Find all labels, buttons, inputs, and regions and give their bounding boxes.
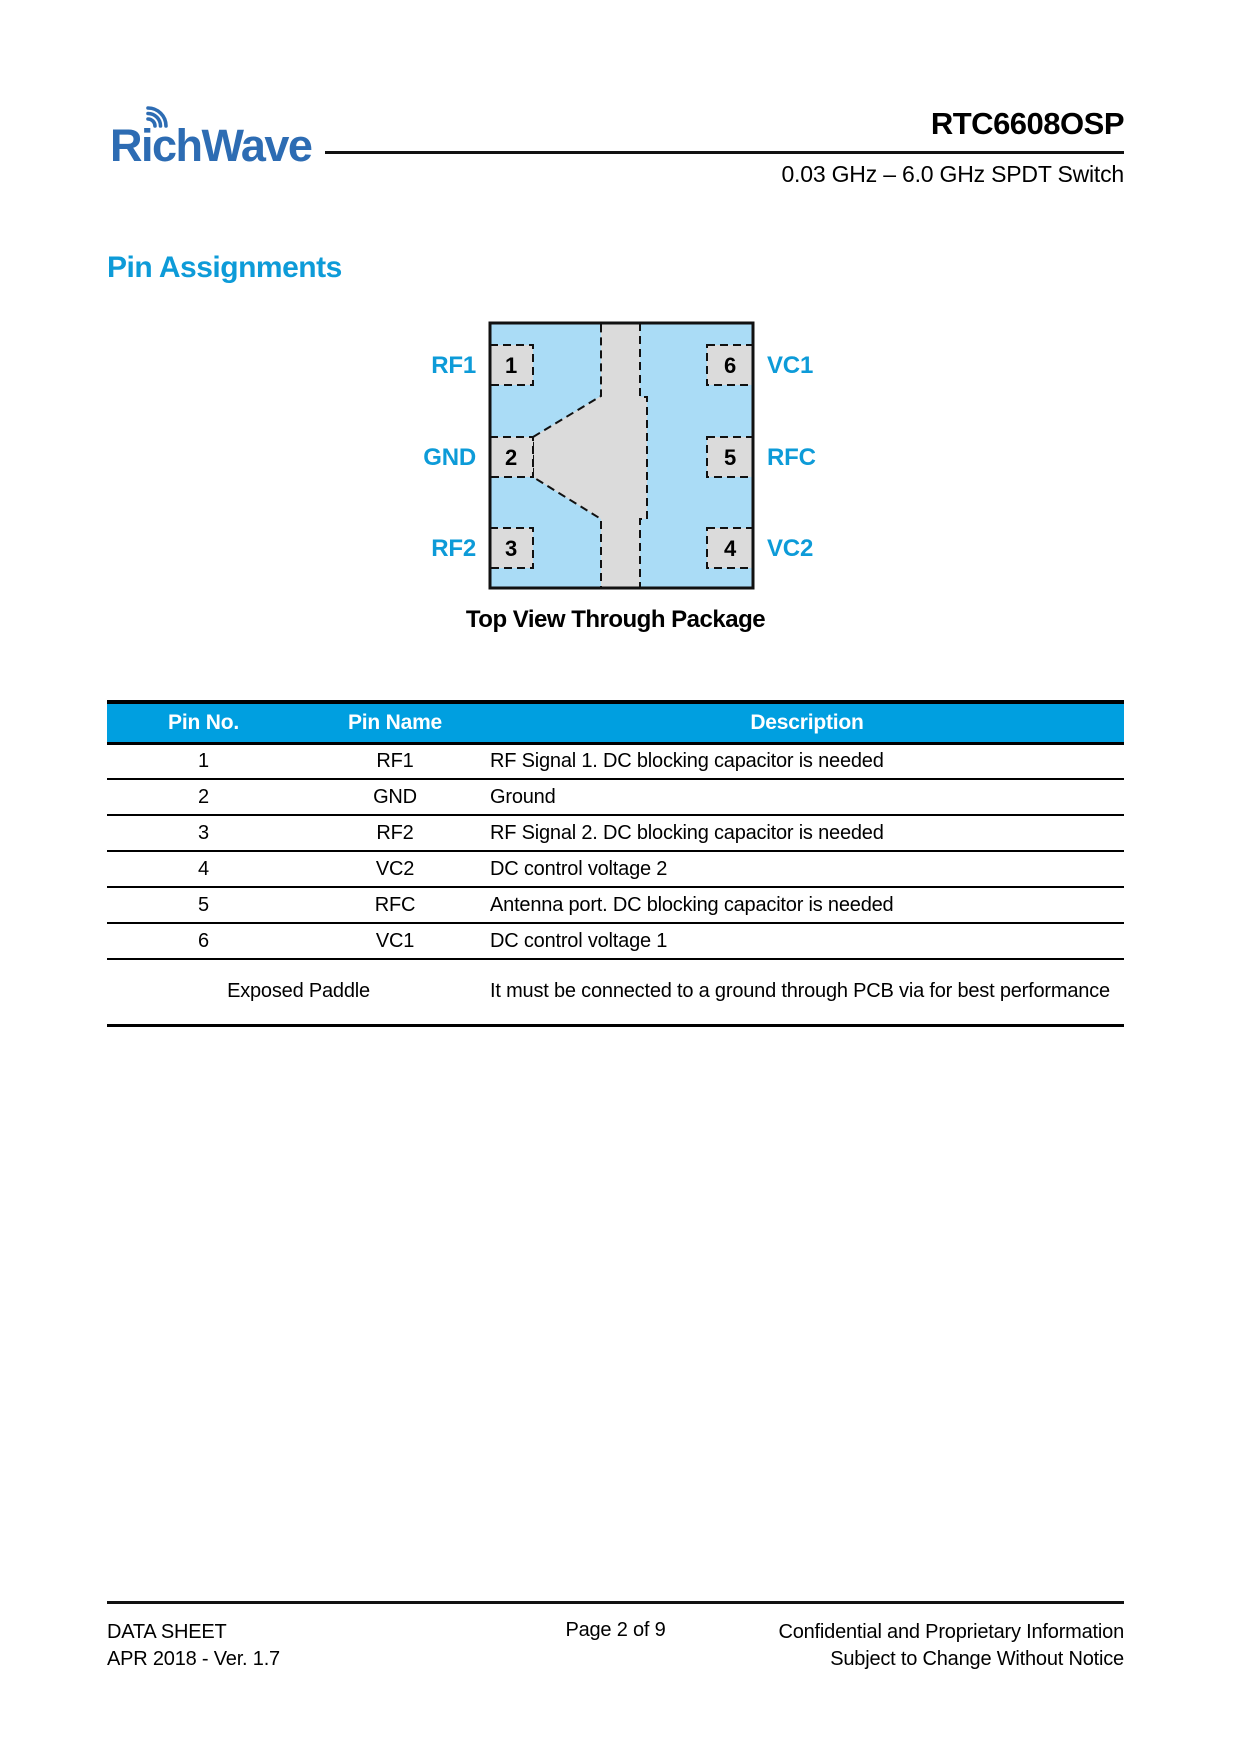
pin-number-3: 3 <box>504 536 518 561</box>
cell-desc: Antenna port. DC blocking capacitor is needed <box>490 893 894 916</box>
cell-desc: It must be connected to a ground through PCB via for best performance <box>490 980 1110 1003</box>
cell-pin-no: 2 <box>198 785 209 808</box>
table-header-row <box>107 702 1124 743</box>
cell-pin-name: RF2 <box>376 821 414 844</box>
product-title: RTC6608OSP <box>930 106 1124 141</box>
cell-pin-name: RF1 <box>376 749 414 772</box>
cell-pin-no: 5 <box>198 893 209 916</box>
table-row <box>107 851 1124 887</box>
header-rule <box>325 151 1124 154</box>
pin-label-vc2: VC2 <box>767 535 814 562</box>
package-top-view-diagram <box>370 310 850 600</box>
product-subtitle: 0.03 GHz – 6.0 GHz SPDT Switch <box>781 161 1124 187</box>
footer-notice-line: Subject to Change Without Notice <box>830 1648 1124 1670</box>
footer-page-number: Page 2 of 9 <box>565 1619 666 1641</box>
cell-desc: DC control voltage 2 <box>490 857 668 880</box>
footer-doc-version: APR 2018 - Ver. 1.7 <box>107 1648 280 1670</box>
pin-number-6: 6 <box>723 353 737 378</box>
pin-assignment-table <box>107 700 1124 1027</box>
pin-number-4: 4 <box>723 536 737 561</box>
cell-pin-name: GND <box>373 785 417 808</box>
cell-pin-name: VC2 <box>375 857 415 880</box>
pin-number-1: 1 <box>504 353 518 378</box>
table-row <box>107 743 1124 779</box>
cell-pin-no: 4 <box>198 857 209 880</box>
table-row-exposed-paddle <box>107 959 1124 1025</box>
cell-pin-name: VC1 <box>375 929 415 952</box>
pin-label-rfc: RFC <box>767 444 816 471</box>
cell-pin-name: RFC <box>374 893 416 916</box>
pin-label-rf2: RF2 <box>431 535 476 562</box>
cell-desc: Ground <box>490 785 556 808</box>
cell-desc: DC control voltage 1 <box>490 929 668 952</box>
footer-rule <box>107 1601 1124 1604</box>
pin-label-gnd: GND <box>423 444 476 471</box>
table-row <box>107 923 1124 959</box>
diagram-caption: Top View Through Package <box>465 606 766 633</box>
pin-number-2: 2 <box>504 445 518 470</box>
signal-waves-icon <box>138 98 182 134</box>
table-row <box>107 779 1124 815</box>
header-description: Description <box>490 702 1124 743</box>
cell-pin-no: 6 <box>198 929 209 952</box>
cell-desc: RF Signal 2. DC blocking capacitor is needed <box>490 821 884 844</box>
cell-exposed-paddle: Exposed Paddle <box>227 980 370 1003</box>
header-pin-no: Pin No. <box>107 702 300 743</box>
richwave-logo-text: RichWave <box>110 120 312 171</box>
table-row <box>107 887 1124 923</box>
cell-pin-no: 3 <box>198 821 209 844</box>
footer-doc-type: DATA SHEET <box>107 1621 227 1643</box>
table-row <box>107 815 1124 851</box>
cell-desc: RF Signal 1. DC blocking capacitor is needed <box>490 749 884 772</box>
pin-label-rf1: RF1 <box>431 352 476 379</box>
pin-label-vc1: VC1 <box>767 352 814 379</box>
pin-table-header <box>107 702 1124 743</box>
richwave-logo <box>110 120 311 172</box>
header-pin-name: Pin Name <box>300 702 490 743</box>
pin-number-5: 5 <box>723 445 737 470</box>
footer-confidential-line: Confidential and Proprietary Information <box>778 1621 1124 1643</box>
footer-right-block <box>778 1619 1124 1673</box>
section-title-pin-assignments: Pin Assignments <box>107 251 342 284</box>
cell-pin-no: 1 <box>198 749 209 772</box>
